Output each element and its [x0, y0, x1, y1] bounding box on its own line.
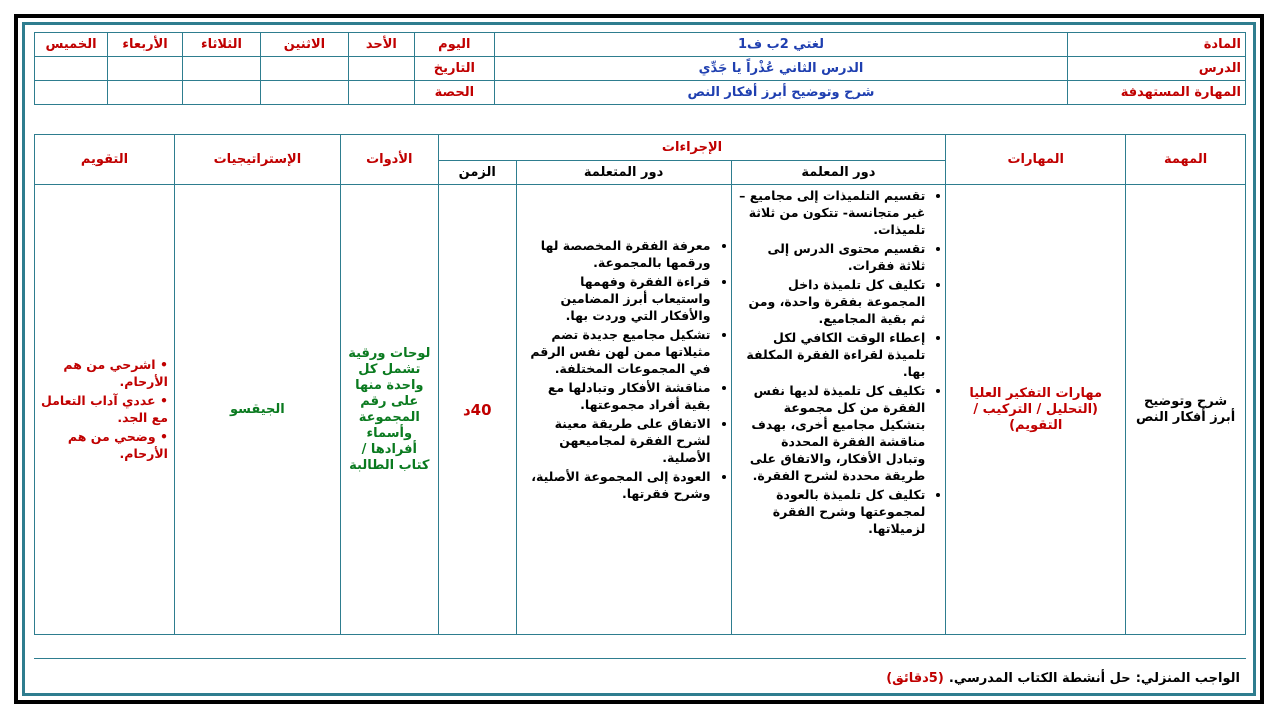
day-label: اليوم [414, 33, 494, 57]
evaluation-item: • وضحي من هم الأرحام. [41, 428, 168, 462]
homework-text: حل أنشطة الكتاب المدرسي. [948, 671, 1131, 686]
homework-row [34, 658, 1246, 688]
subject-label: المادة [1068, 33, 1246, 57]
skill-value: شرح وتوضيح أبرز أفكار النص [494, 81, 1067, 105]
header-table [34, 32, 1246, 105]
day-tuesday: الثلاثاء [183, 33, 261, 57]
student-role-cell [516, 185, 731, 635]
evaluation-item: • عددي آداب التعامل مع الجد. [41, 392, 168, 426]
day-sunday: الأحد [348, 33, 414, 57]
period-cell [183, 81, 261, 105]
col-procedures: الإجراءات [438, 135, 946, 161]
skill-label: المهارة المستهدفة [1068, 81, 1246, 105]
date-label: التاريخ [414, 57, 494, 81]
lesson-label: الدرس [1068, 57, 1246, 81]
date-cell [260, 57, 348, 81]
day-monday: الاثنين [260, 33, 348, 57]
col-teacher-role: دور المعلمة [731, 161, 946, 185]
day-wednesday: الأربعاء [108, 33, 183, 57]
evaluation-cell [35, 185, 175, 635]
date-cell [35, 57, 108, 81]
student-step: • تشكيل مجاميع جديدة تضم مثيلاتها ممن لهن نفس الرقم في المجموعات المختلفة. [523, 326, 711, 377]
tools-cell: لوحات ورقية تشمل كل واحدة منها على رقم المجموعة وأسماء أفرادها / كتاب الطالبة [340, 185, 438, 635]
period-cell [348, 81, 414, 105]
teacher-role-cell [731, 185, 946, 635]
evaluation-item: • اشرحي من هم الأرحام. [41, 356, 168, 390]
student-step: • قراءة الفقرة وفهمها واستيعاب أبرز المضامين والأفكار التي وردت بها. [523, 273, 711, 324]
col-tools: الأدوات [340, 135, 438, 185]
lesson-value: الدرس الثاني عُذْراً يا جَدِّي [494, 57, 1067, 81]
col-evaluation: التقويم [35, 135, 175, 185]
period-label: الحصة [414, 81, 494, 105]
col-strategies: الإستراتيجيات [174, 135, 340, 185]
skills-cell: مهارات التفكير العليا (التحليل / التركيب / التقويم) [946, 185, 1126, 635]
subject-value: لغتي 2ب ف1 [494, 33, 1067, 57]
teacher-step: • تكليف كل تلميذة لديها نفس الفقرة من كل مجموعة بتشكيل مجاميع أخرى، بهدف مناقشة الفقرة المحددة وتبادل الأفكار، والاتفاق على طريقة محددة لشرح الفقرة. [738, 382, 926, 484]
time-cell: 40د [438, 185, 516, 635]
day-thursday: الخميس [35, 33, 108, 57]
date-cell [183, 57, 261, 81]
student-step: • العودة إلى المجموعة الأصلية، وشرح فقرتها. [523, 468, 711, 502]
teacher-step: • تقسيم التلميذات إلى مجاميع – غير متجانسة- تتكون من ثلاثة تلميذات. [738, 187, 926, 238]
date-cell [108, 57, 183, 81]
date-cell [348, 57, 414, 81]
lesson-plan-table [34, 134, 1246, 635]
col-student-role: دور المتعلمة [516, 161, 731, 185]
student-step: • معرفة الفقرة المخصصة لها ورقمها بالمجموعة. [523, 237, 711, 271]
col-task: المهمة [1126, 135, 1246, 185]
task-cell: شرح وتوضيح أبرز أفكار النص [1126, 185, 1246, 635]
homework-label: الواجب المنزلي: [1135, 671, 1240, 686]
col-time: الزمن [438, 161, 516, 185]
strategy-cell: الجيقسو [174, 185, 340, 635]
period-cell [260, 81, 348, 105]
teacher-step: • تقسيم محتوى الدرس إلى ثلاثة فقرات. [738, 240, 926, 274]
student-step: • الاتفاق على طريقة معينة لشرح الفقرة لمجاميعهن الأصلية. [523, 415, 711, 466]
teacher-step: • تكليف كل تلميذة بالعودة لمجموعتها وشرح الفقرة لزميلاتها. [738, 486, 926, 537]
student-step: • مناقشة الأفكار وتبادلها مع بقية أفراد مجموعتها. [523, 379, 711, 413]
teacher-step: • تكليف كل تلميذة داخل المجموعة بفقرة واحدة، ومن ثم بقية المجاميع. [738, 276, 926, 327]
teacher-step: • إعطاء الوقت الكافي لكل تلميذة لقراءة الفقرة المكلفة بها. [738, 329, 926, 380]
homework-duration: (5دقائق) [886, 671, 944, 686]
period-cell [35, 81, 108, 105]
col-skills: المهارات [946, 135, 1126, 185]
period-cell [108, 81, 183, 105]
